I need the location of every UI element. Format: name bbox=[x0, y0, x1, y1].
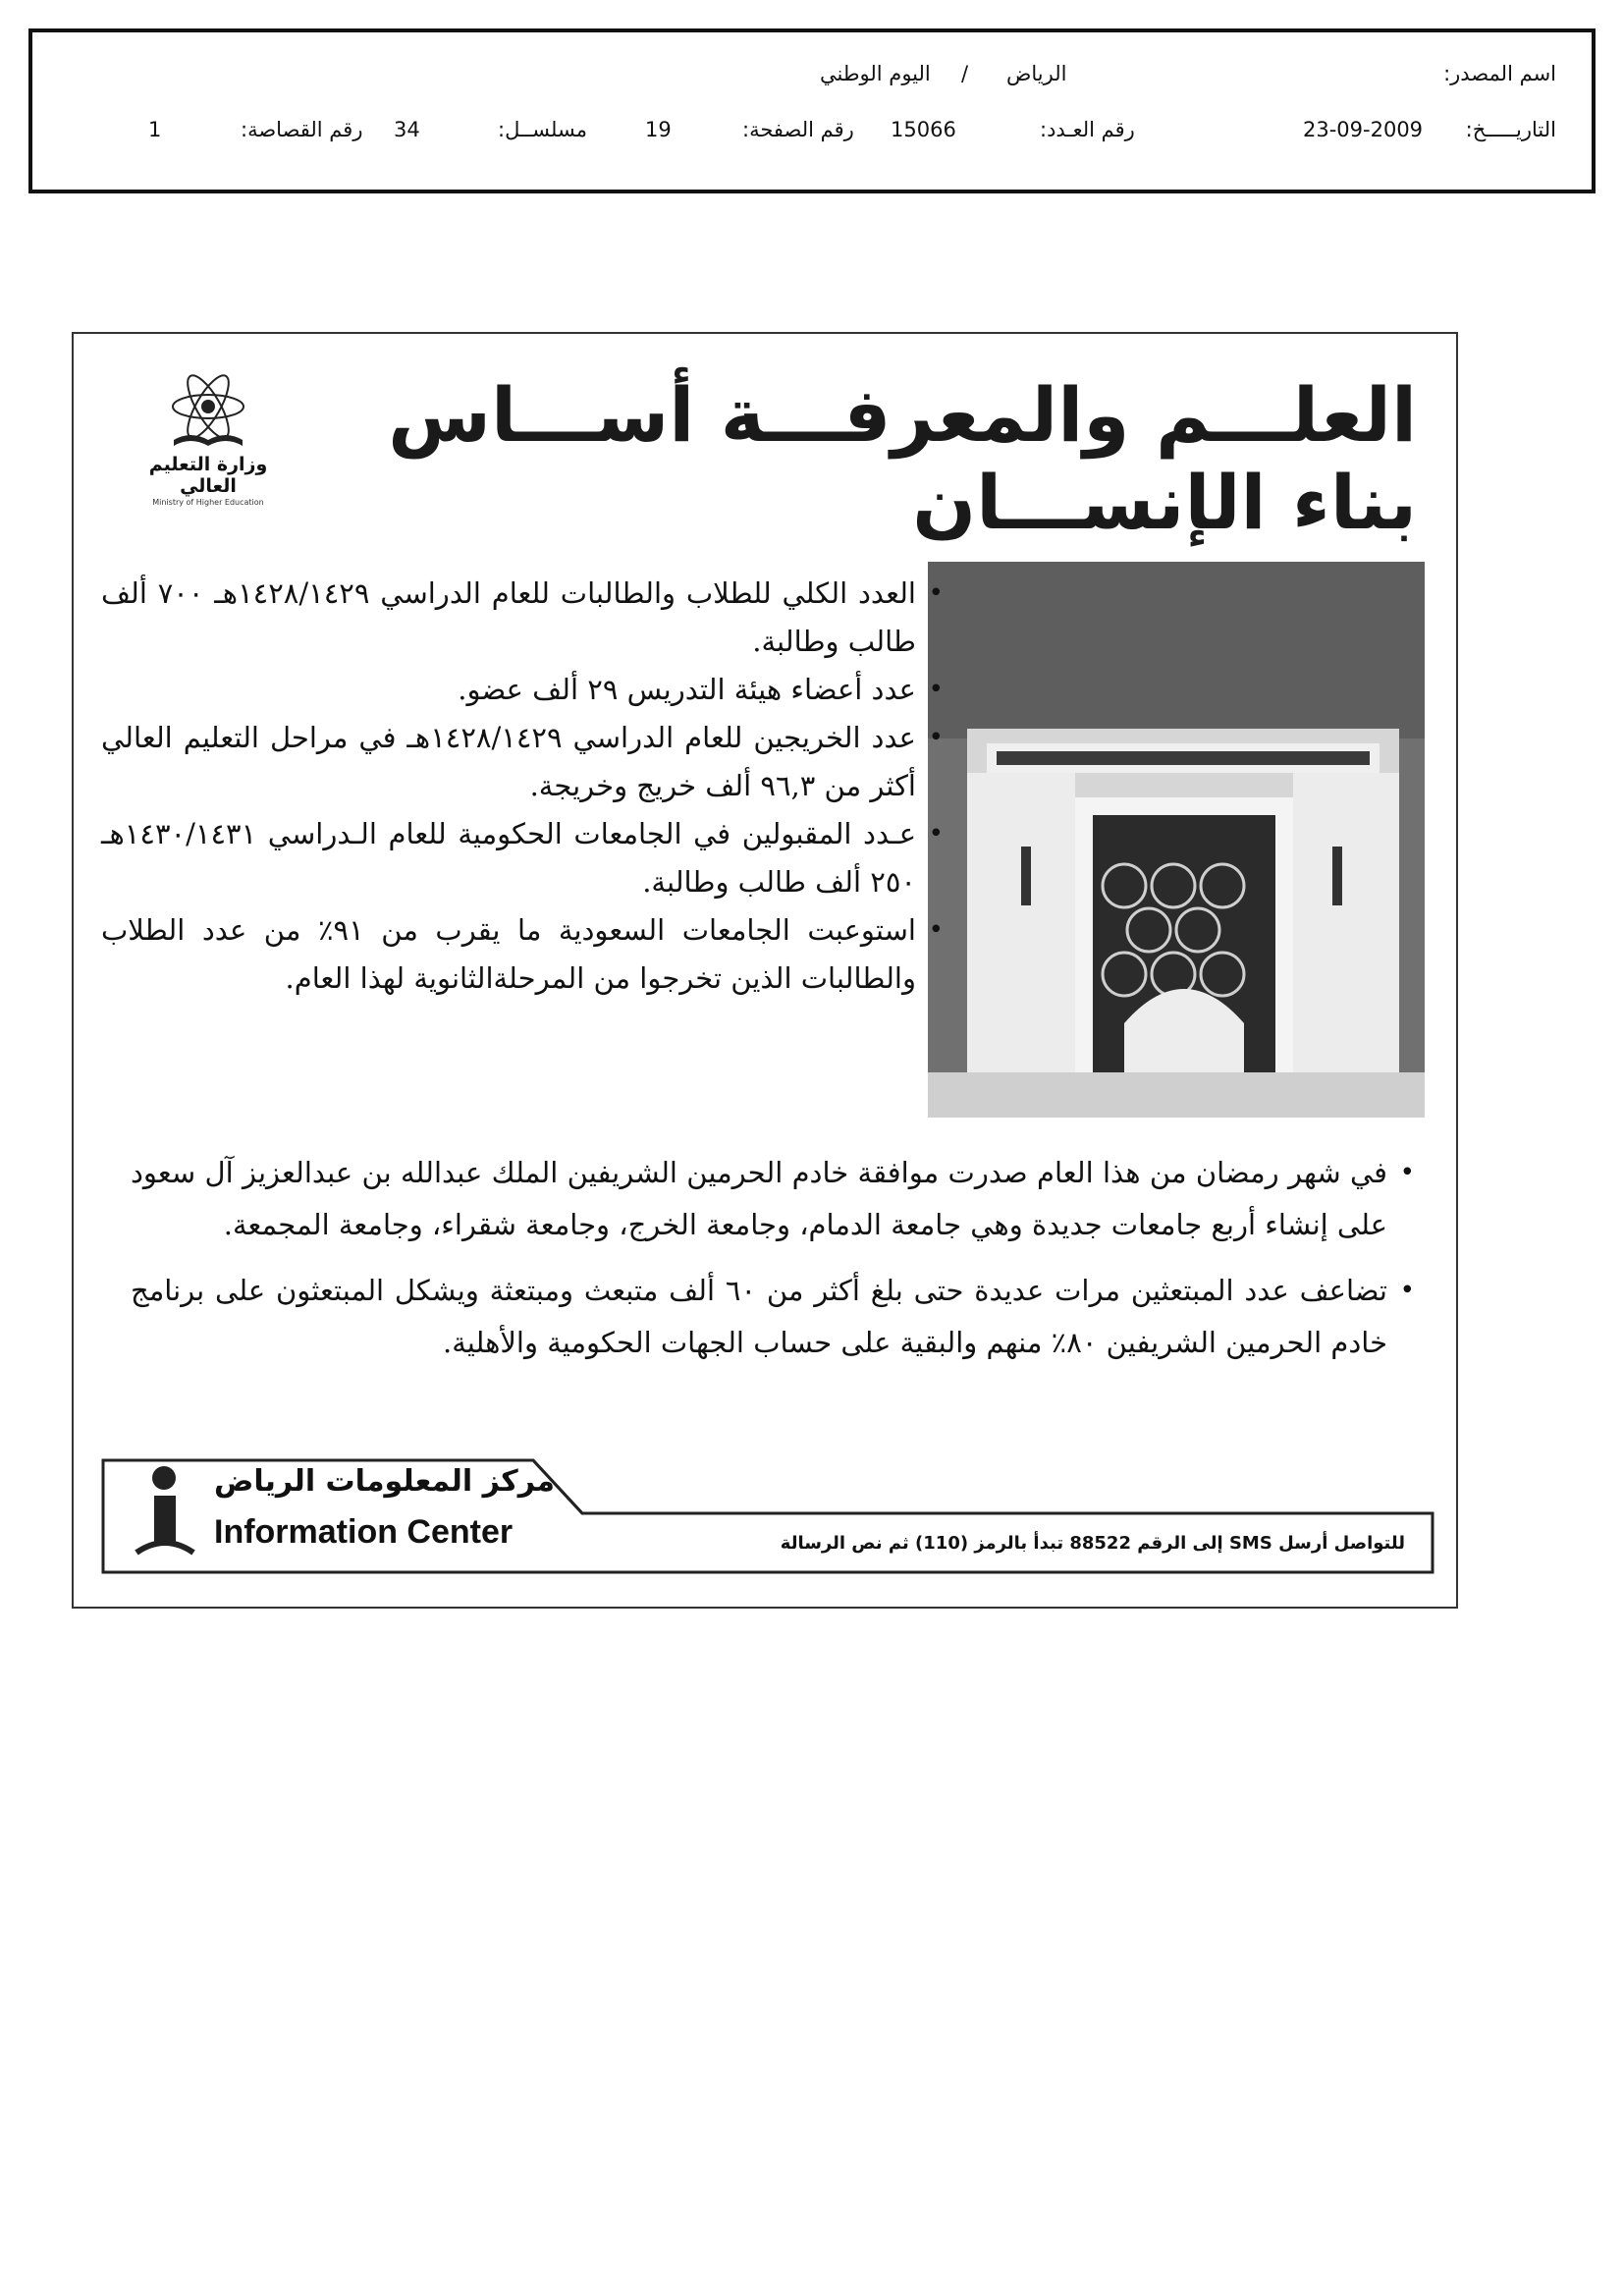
issue-label: رقم العـدد: bbox=[1040, 118, 1135, 141]
sms-contact-text: للتواصل أرسل SMS إلى الرقم 88522 تبدأ بالرمز (110) ثم نص الرسالة bbox=[780, 1533, 1405, 1554]
bullet-graduates: • عدد الخريجين للعام الدراسي ١٤٢٨/١٤٢٩هـ في مراحل التعليم العالي أكثر من ٩٦,٣ ألف خريج وخريجة. bbox=[101, 714, 946, 810]
news-bullet-list bbox=[131, 1147, 1417, 1383]
serial-value: 34 bbox=[394, 118, 420, 141]
clipping-metadata-box bbox=[28, 28, 1596, 193]
bullet-scholarships: • تضاعف عدد المبتعثين مرات عديدة حتى بلغ أكثر من ٦٠ ألف متبعث ومبتعثة ويشكل المبتعثون على برنامج خادم الحرمين الشريفين ٨٠٪ منهم والبقية على حساب الجهات الحكومية والأهلية. bbox=[131, 1265, 1417, 1369]
source-separator: / bbox=[961, 62, 969, 85]
bullet-faculty-count: • عدد أعضاء هيئة التدريس ٢٩ ألف عضو. bbox=[101, 666, 946, 714]
info-center-banner bbox=[101, 1456, 1434, 1574]
issue-value: 15066 bbox=[891, 118, 956, 141]
bullet-total-students: • العدد الكلي للطلاب والطالبات للعام الدراسي ١٤٢٨/١٤٢٩هـ ٧٠٠ ألف طالب وطالبة. bbox=[101, 570, 946, 666]
clip-number-value: 1 bbox=[148, 118, 162, 141]
serial-label: مسلســل: bbox=[498, 118, 587, 141]
info-center-logo-icon bbox=[131, 1464, 199, 1566]
date-label: التاريـــــخ: bbox=[1465, 118, 1556, 141]
bullet-new-universities: • في شهر رمضان من هذا العام صدرت موافقة خادم الحرمين الشريفين الملك عبدالله بن عبدالعزيز آل سعود على إنشاء أربع جامعات جديدة وهي جامعة الدمام، وجامعة الخرج، وجامعة شقراء، وجامعة المجمعة. bbox=[131, 1147, 1417, 1251]
clip-number-label: رقم القصاصة: bbox=[241, 118, 363, 141]
page-label: رقم الصفحة: bbox=[742, 118, 854, 141]
atom-book-emblem-icon bbox=[164, 373, 252, 452]
ministry-name-en: Ministry of Higher Education bbox=[152, 498, 264, 507]
bullet-absorption-rate: • استوعبت الجامعات السعودية ما يقرب من ٩١٪ من عدد الطلاب والطالبات الذين تخرجوا من المرحلةالثانوية لهذا العام. bbox=[101, 906, 946, 1003]
newspaper-clipping bbox=[72, 332, 1458, 1609]
statistics-bullet-list bbox=[101, 570, 946, 1003]
ministry-name-ar: وزارة التعليم العالي bbox=[148, 454, 268, 497]
info-center-name-ar: مركز المعلومات الرياض bbox=[214, 1464, 555, 1499]
article-title: العلـــم والمعرفـــة أســـاس بناء الإنســـان bbox=[388, 371, 1417, 546]
source-newspaper: اليوم الوطني bbox=[820, 62, 931, 85]
info-center-name-en: Information Center bbox=[214, 1513, 514, 1551]
source-city: الرياض bbox=[1006, 62, 1067, 85]
date-value: 23-09-2009 bbox=[1303, 118, 1424, 141]
bullet-admissions: • عـدد المقبولين في الجامعات الحكومية للعام الـدراسي ١٤٣٠/١٤٣١هـ ٢٥٠ ألف طالب وطالبة. bbox=[101, 810, 946, 906]
university-gate-photo bbox=[928, 562, 1425, 1118]
page-value: 19 bbox=[645, 118, 672, 141]
source-label: اسم المصدر: bbox=[1443, 62, 1556, 85]
gate-illustration bbox=[928, 562, 1425, 1118]
ministry-logo bbox=[125, 373, 292, 507]
